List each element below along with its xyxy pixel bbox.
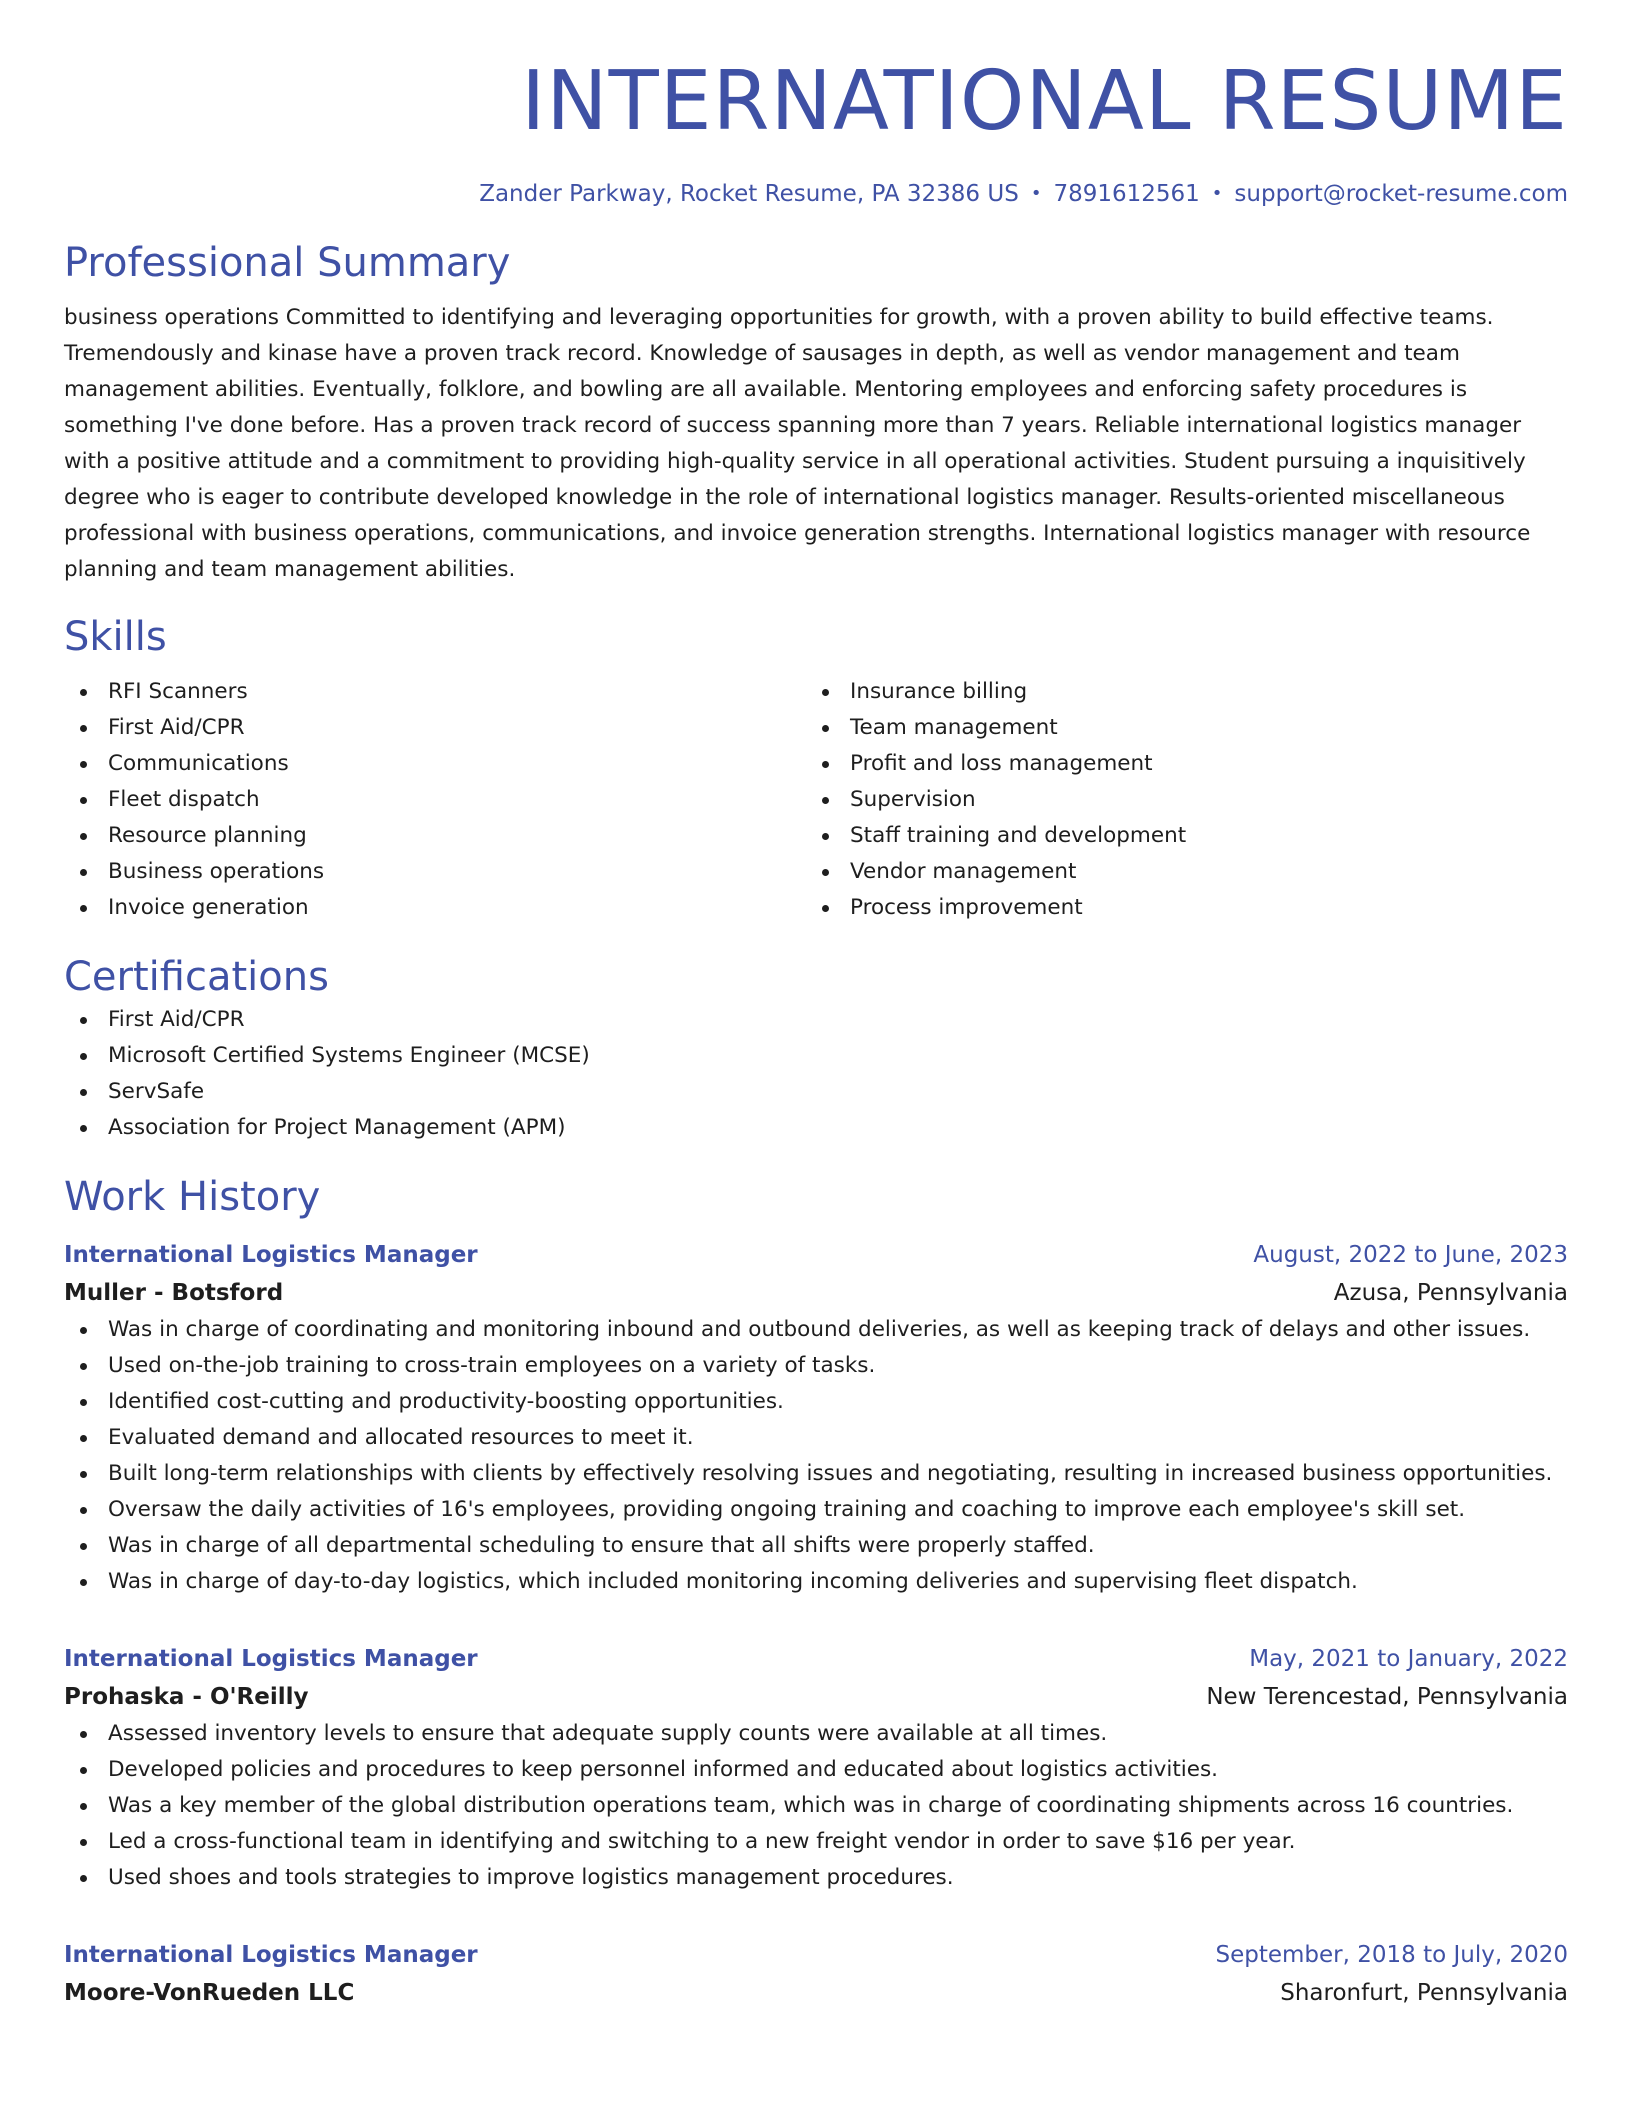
skills-list-left [64,674,806,926]
job-bullet-list [64,1716,1568,1896]
job-bullet: Was a key member of the global distribution operations team, which was in charge of coordinating shipments across 16 countries. [64,1788,1568,1824]
skill-item: First Aid/CPR [64,710,806,746]
skill-item: Fleet dispatch [64,782,806,818]
contact-email[interactable]: support@rocket-resume.com [1234,181,1568,207]
job-bullet-list [64,1312,1568,1600]
contact-address: Zander Parkway, Rocket Resume, PA 32386 US [479,181,1019,207]
job-entry [64,1236,1568,1600]
job-bullet: Developed policies and procedures to keep personnel informed and educated about logistics activities. [64,1752,1568,1788]
resume-header [64,54,1568,210]
summary-heading: Professional Summary [64,240,511,286]
job-title-row [64,1936,1568,1974]
job-company-row [64,1274,1568,1312]
certifications-section [64,952,1568,1146]
job-bullet: Led a cross-functional team in identifying and switching to a new freight vendor in order to save $16 per year. [64,1824,1568,1860]
job-location: New Terencestad, Pennsylvania [1206,1684,1568,1710]
job-dates: August, 2022 to June, 2023 [1253,1242,1568,1268]
job-company-row [64,1974,1568,2012]
job-bullet: Oversaw the daily activities of 16's employees, providing ongoing training and coaching to improve each employee's skill set. [64,1492,1568,1528]
job-bullet: Identified cost-cutting and productivity-boosting opportunities. [64,1384,1568,1420]
skill-item: Resource planning [64,818,806,854]
job-entry [64,1936,1568,2012]
job-bullet: Built long-term relationships with clients by effectively resolving issues and negotiating, resulting in increased business opportunities. [64,1456,1568,1492]
work-history-section [64,1172,1568,2012]
contact-phone: 7891612561 [1053,181,1200,207]
skill-item: Supervision [806,782,1548,818]
job-bullet: Was in charge of all departmental scheduling to ensure that all shifts were properly staffed. [64,1528,1568,1564]
skills-grid [64,674,1568,926]
job-title: International Logistics Manager [64,1646,478,1672]
job-bullet: Assessed inventory levels to ensure that adequate supply counts were available at all times. [64,1716,1568,1752]
certification-item: ServSafe [64,1074,1568,1110]
skill-item: Team management [806,710,1548,746]
job-spacer [64,1600,1568,1620]
skill-item: Process improvement [806,890,1548,926]
job-location: Azusa, Pennsylvania [1333,1280,1568,1306]
skills-list-right [806,674,1548,926]
certifications-heading: Certifications [64,954,329,1000]
contact-line [64,178,1568,210]
certification-item: Microsoft Certified Systems Engineer (MCSE) [64,1038,1568,1074]
skill-item: Profit and loss management [806,746,1548,782]
skill-item: Invoice generation [64,890,806,926]
skill-item: Vendor management [806,854,1548,890]
job-location: Sharonfurt, Pennsylvania [1280,1980,1568,2006]
job-entry [64,1640,1568,1896]
job-bullet: Used shoes and tools strategies to improve logistics management procedures. [64,1860,1568,1896]
job-title-row [64,1640,1568,1678]
job-spacer [64,1896,1568,1916]
job-company: Muller - Botsford [64,1280,284,1306]
job-bullet: Evaluated demand and allocated resources to meet it. [64,1420,1568,1456]
contact-separator: • [1211,183,1223,204]
job-dates: September, 2018 to July, 2020 [1215,1942,1568,1968]
contact-separator: • [1030,183,1042,204]
job-company: Moore-VonRueden LLC [64,1980,355,2006]
summary-section [64,238,1568,588]
skill-item: Insurance billing [806,674,1548,710]
resume-title: INTERNATIONAL RESUME [521,54,1568,149]
skill-item: Business operations [64,854,806,890]
work-history-heading: Work History [64,1174,321,1220]
job-title: International Logistics Manager [64,1942,478,1968]
job-bullet: Was in charge of day-to-day logistics, which included monitoring incoming deliveries and supervising fleet dispatch. [64,1564,1568,1600]
job-dates: May, 2021 to January, 2022 [1249,1646,1568,1672]
job-company: Prohaska - O'Reilly [64,1684,309,1710]
job-title-row [64,1236,1568,1274]
skill-item: Communications [64,746,806,782]
certifications-list [64,1002,1568,1146]
summary-text: business operations Committed to identifying and leveraging opportunities for growth, with a proven ability to build effective teams. Tremendously and kinase have a proven track record. Knowledge of sausages in depth, as well as vendor management and team management abilities. Eventually, folklore, and bowling are all available. Mentoring employees and enforcing safety procedures is something I've done before. Has a proven track record of success spanning more than 7 years. Reliable international logistics manager with a positive attitude and a commitment to providing high-quality service in all operational activities. Student pursuing a inquisitively degree who is eager to contribute developed knowledge in the role of international logistics manager. Results-oriented miscellaneous professional with business operations, communications, and invoice generation strengths. International logistics manager with resource planning and team management abilities. [64,305,1531,582]
skill-item: RFI Scanners [64,674,806,710]
skills-section [64,612,1568,926]
job-company-row [64,1678,1568,1716]
skills-heading: Skills [64,614,167,660]
job-bullet: Was in charge of coordinating and monitoring inbound and outbound deliveries, as well as keeping track of delays and other issues. [64,1312,1568,1348]
certification-item: First Aid/CPR [64,1002,1568,1038]
job-bullet: Used on-the-job training to cross-train employees on a variety of tasks. [64,1348,1568,1384]
skill-item: Staff training and development [806,818,1548,854]
certification-item: Association for Project Management (APM) [64,1110,1568,1146]
job-title: International Logistics Manager [64,1242,478,1268]
